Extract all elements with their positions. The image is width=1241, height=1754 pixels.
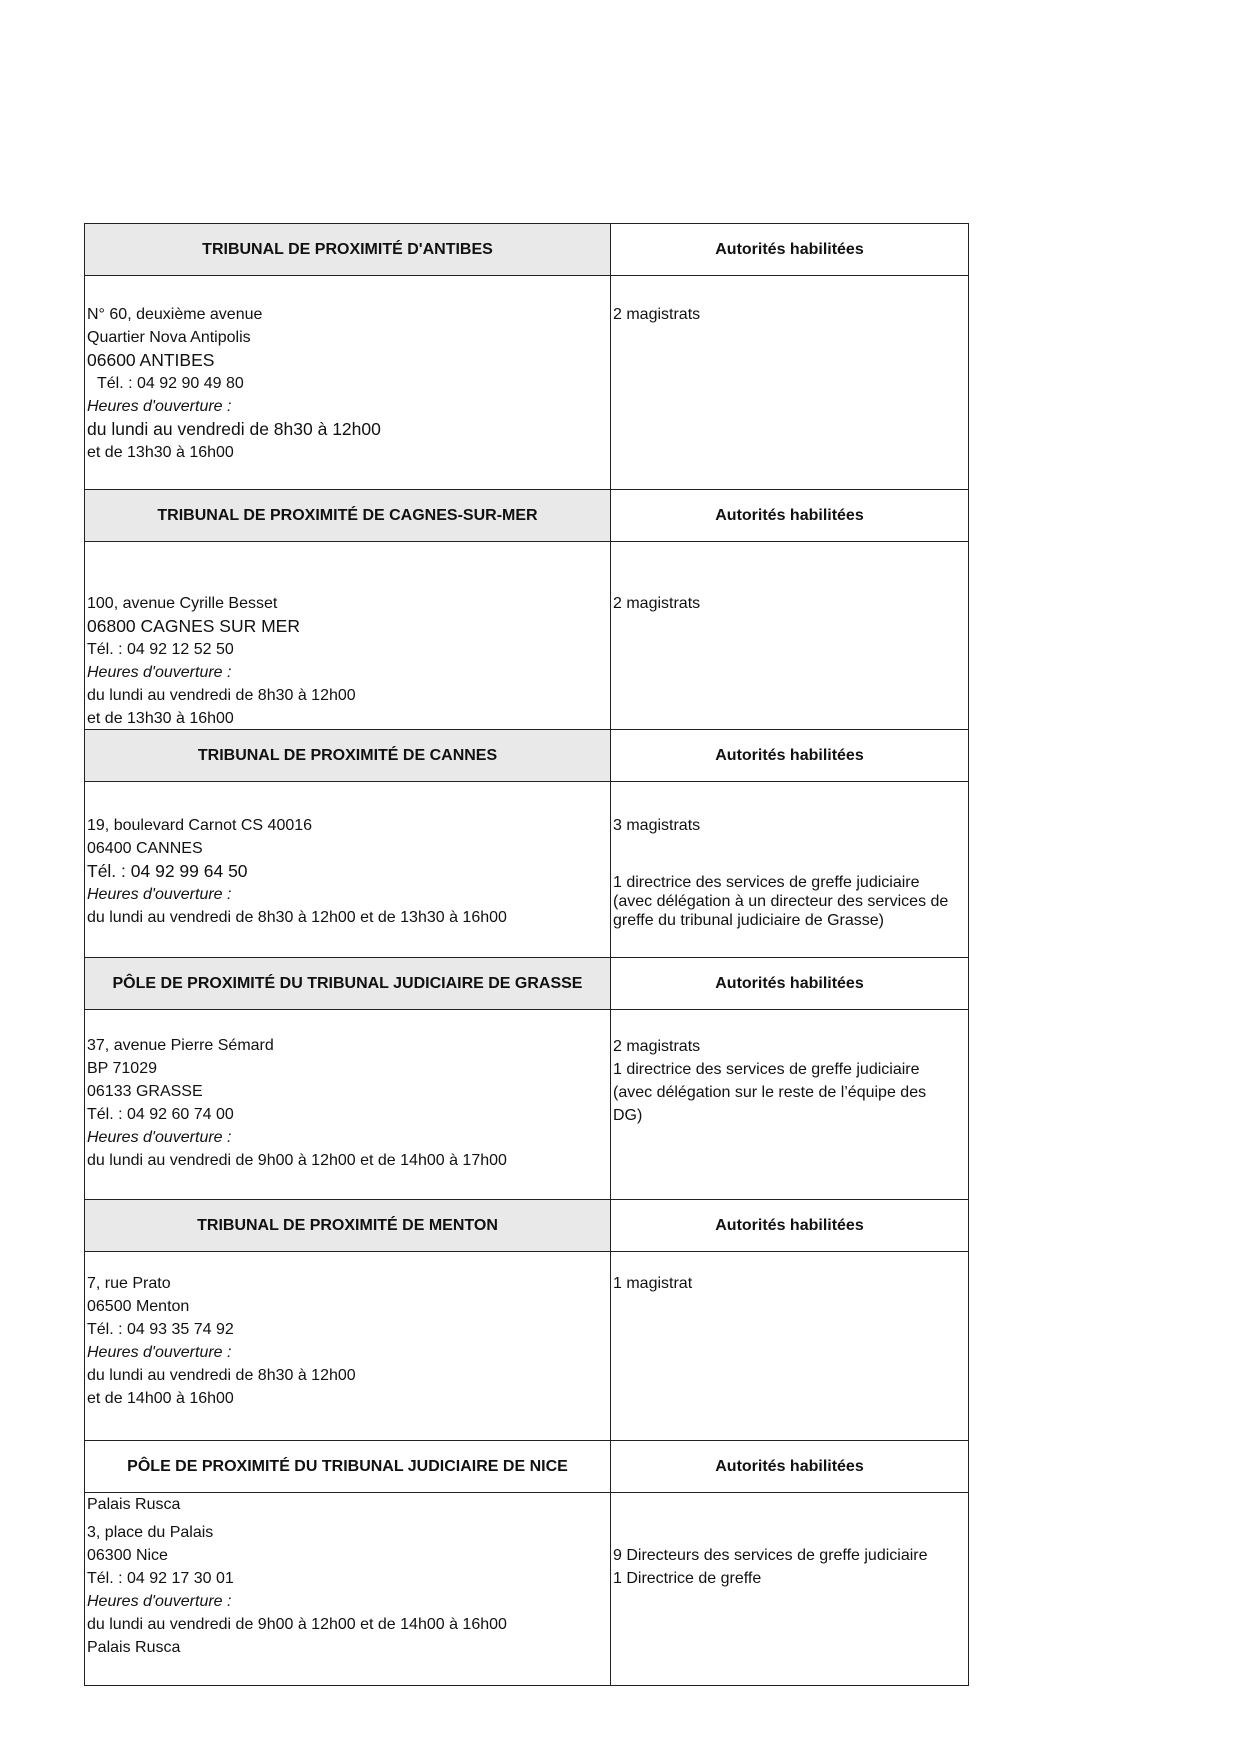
court-info <box>85 1493 611 1685</box>
court-info <box>85 782 611 957</box>
court-title: TRIBUNAL DE PROXIMITÉ D'ANTIBES <box>85 224 611 275</box>
address-line: N° 60, deuxième avenue <box>87 306 263 323</box>
court-header-row <box>85 1441 968 1493</box>
authority-item: DG) <box>613 1107 643 1124</box>
court-section-menton <box>85 1200 968 1441</box>
address-line: 100, avenue Cyrille Besset <box>87 595 278 612</box>
court-title: PÔLE DE PROXIMITÉ DU TRIBUNAL JUDICIAIRE DE NICE <box>85 1441 611 1492</box>
hours-label: Heures d'ouverture : <box>87 1344 232 1361</box>
phone: Tél. : 04 92 60 74 00 <box>87 1106 234 1123</box>
court-title: PÔLE DE PROXIMITÉ DU TRIBUNAL JUDICIAIRE DE GRASSE <box>85 958 611 1009</box>
hours-line: et de 13h30 à 16h00 <box>87 710 234 727</box>
court-header-row <box>85 224 968 276</box>
address-line: 7, rue Prato <box>87 1275 171 1292</box>
authorities-header: Autorités habilitées <box>715 1457 864 1475</box>
postal-city: 06800 CAGNES SUR MER <box>87 616 300 636</box>
authorities-header: Autorités habilitées <box>715 506 864 524</box>
court-body-row <box>85 1493 968 1685</box>
court-body-row <box>85 1010 968 1200</box>
address-line: BP 71029 <box>87 1060 157 1077</box>
authority-item: 1 directrice des services de greffe judiciaire <box>613 1061 920 1078</box>
authority-item: 1 directrice des services de greffe judiciaire <box>613 874 920 891</box>
hours-label: Heures d'ouverture : <box>87 664 232 681</box>
hours-line: du lundi au vendredi de 8h30 à 12h00 <box>87 687 356 704</box>
authority-item: 2 magistrats <box>613 306 701 323</box>
authority-item: 2 magistrats <box>613 1038 701 1055</box>
court-info <box>85 276 611 489</box>
court-info <box>85 542 611 729</box>
authority-item: 3 magistrats <box>613 817 701 834</box>
hours-line: et de 14h00 à 16h00 <box>87 1390 234 1407</box>
postal-city: 06600 ANTIBES <box>87 350 215 370</box>
address-line: 3, place du Palais <box>87 1524 214 1541</box>
address-line: 19, boulevard Carnot CS 40016 <box>87 817 313 834</box>
phone: Tél. : 04 93 35 74 92 <box>87 1321 234 1338</box>
court-section-cagnes <box>85 490 968 730</box>
postal-city: 06400 CANNES <box>87 840 203 857</box>
court-body-row <box>85 542 968 730</box>
authority-item: greffe du tribunal judiciaire de Grasse) <box>613 912 884 929</box>
court-title: TRIBUNAL DE PROXIMITÉ DE CAGNES-SUR-MER <box>85 490 611 541</box>
court-body-row <box>85 782 968 958</box>
postal-city: 06133 GRASSE <box>87 1083 203 1100</box>
authorities <box>611 1493 968 1685</box>
authority-item: 9 Directeurs des services de greffe judiciaire <box>613 1547 928 1564</box>
authorities-header: Autorités habilitées <box>715 1216 864 1234</box>
postal-city: 06300 Nice <box>87 1547 168 1564</box>
address-line: 37, avenue Pierre Sémard <box>87 1037 274 1054</box>
authorities <box>611 1010 968 1199</box>
court-section-antibes <box>85 224 968 490</box>
courts-table <box>84 223 969 1686</box>
authority-item: (avec délégation à un directeur des services de <box>613 893 949 910</box>
hours-line: du lundi au vendredi de 9h00 à 12h00 et de 14h00 à 16h00 <box>87 1616 507 1633</box>
court-body-row <box>85 276 968 490</box>
court-section-cannes <box>85 730 968 958</box>
authorities <box>611 542 968 729</box>
authority-item: (avec délégation sur le reste de l’équipe des <box>613 1084 927 1101</box>
hours-line: du lundi au vendredi de 9h00 à 12h00 et de 14h00 à 17h00 <box>87 1152 507 1169</box>
court-header-row <box>85 1200 968 1252</box>
authorities <box>611 276 968 489</box>
court-header-row <box>85 730 968 782</box>
phone: Tél. : 04 92 99 64 50 <box>87 861 248 881</box>
authority-item: 1 Directrice de greffe <box>613 1570 762 1587</box>
hours-label: Heures d'ouverture : <box>87 1129 232 1146</box>
authorities-header: Autorités habilitées <box>715 746 864 764</box>
court-body-row <box>85 1252 968 1441</box>
postal-city: 06500 Menton <box>87 1298 190 1315</box>
phone: Tél. : 04 92 90 49 80 <box>97 375 244 392</box>
hours-label: Heures d'ouverture : <box>87 398 232 415</box>
hours-line: du lundi au vendredi de 8h30 à 12h00 <box>87 1367 356 1384</box>
court-header-row <box>85 958 968 1010</box>
court-info <box>85 1010 611 1199</box>
authorities <box>611 782 968 957</box>
authorities-header: Autorités habilitées <box>715 974 864 992</box>
authority-item: 1 magistrat <box>613 1275 693 1292</box>
court-section-grasse <box>85 958 968 1200</box>
authorities <box>611 1252 968 1440</box>
authority-item: 2 magistrats <box>613 595 701 612</box>
hours-line: du lundi au vendredi de 8h30 à 12h00 <box>87 419 381 439</box>
authorities-header: Autorités habilitées <box>715 240 864 258</box>
hours-line: du lundi au vendredi de 8h30 à 12h00 et de 13h30 à 16h00 <box>87 909 507 926</box>
hours-label: Heures d'ouverture : <box>87 886 232 903</box>
hours-line: et de 13h30 à 16h00 <box>87 444 234 461</box>
hours-line: Palais Rusca <box>87 1639 181 1656</box>
court-header-row <box>85 490 968 542</box>
court-info <box>85 1252 611 1440</box>
phone: Tél. : 04 92 17 30 01 <box>87 1570 234 1587</box>
court-title: TRIBUNAL DE PROXIMITÉ DE CANNES <box>85 730 611 781</box>
court-title: TRIBUNAL DE PROXIMITÉ DE MENTON <box>85 1200 611 1251</box>
court-section-nice <box>85 1441 968 1685</box>
phone: Tél. : 04 92 12 52 50 <box>87 641 234 658</box>
hours-label: Heures d'ouverture : <box>87 1593 232 1610</box>
address-line: Palais Rusca <box>87 1496 181 1513</box>
address-line: Quartier Nova Antipolis <box>87 329 251 346</box>
